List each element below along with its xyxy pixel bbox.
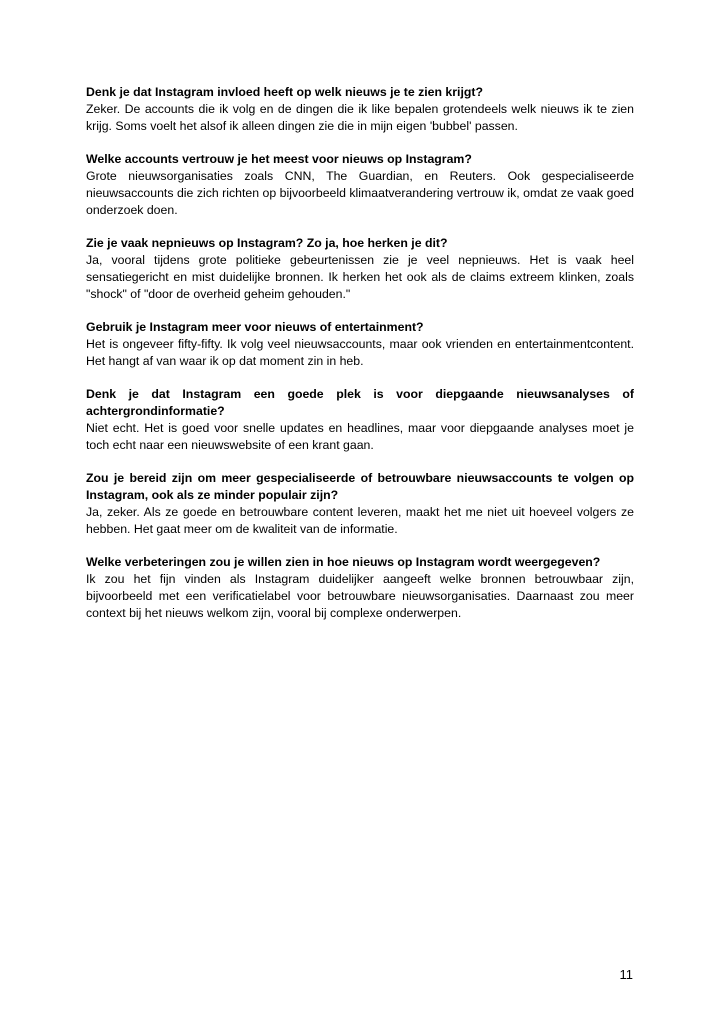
question: Welke accounts vertrouw je het meest voor nieuws op Instagram? bbox=[86, 152, 472, 166]
answer: Ja, vooral tijdens grote politieke gebeurtenissen zie je veel nepnieuws. Het is vaak heel sensatiegericht en mist duidelijke bronnen. Ik herken het ook als de claims extreem klinken, zoals "shock" of "door de overheid geheim gehouden." bbox=[86, 253, 634, 301]
page-number: 11 bbox=[619, 967, 633, 982]
question: Gebruik je Instagram meer voor nieuws of entertainment? bbox=[86, 320, 424, 334]
answer: Ja, zeker. Als ze goede en betrouwbare content leveren, maakt het me niet uit hoeveel volgers ze hebben. Het gaat meer om de kwaliteit van de informatie. bbox=[86, 505, 634, 536]
question: Zie je vaak nepnieuws op Instagram? Zo ja, hoe herken je dit? bbox=[86, 236, 448, 250]
answer: Zeker. De accounts die ik volg en de dingen die ik like bepalen grotendeels welk nieuws ik te zien krijg. Soms voelt het alsof ik alleen dingen zie die in mijn eigen 'bubbel' passen. bbox=[86, 102, 634, 133]
qa-block bbox=[86, 386, 634, 454]
document-body bbox=[86, 84, 634, 638]
answer: Grote nieuwsorganisaties zoals CNN, The Guardian, en Reuters. Ook gespecialiseerde nieuwsaccounts die zich richten op bijvoorbeeld klimaatverandering vertrouw ik, omdat ze vaak goed onderzoek doen. bbox=[86, 169, 634, 217]
qa-block bbox=[86, 235, 634, 303]
question: Welke verbeteringen zou je willen zien in hoe nieuws op Instagram wordt weergegeven? bbox=[86, 555, 601, 569]
qa-block bbox=[86, 84, 634, 135]
question: Denk je dat Instagram een goede plek is voor diepgaande nieuwsanalyses of achtergrondinformatie? bbox=[86, 387, 634, 418]
qa-block bbox=[86, 554, 634, 622]
qa-block bbox=[86, 470, 634, 538]
answer: Ik zou het fijn vinden als Instagram duidelijker aangeeft welke bronnen betrouwbaar zijn, bijvoorbeeld met een verificatielabel voor betrouwbare nieuwsorganisaties. Daarnaast zou meer context bij het nieuws welkom zijn, vooral bij complexe onderwerpen. bbox=[86, 572, 634, 620]
answer: Niet echt. Het is goed voor snelle updates en headlines, maar voor diepgaande analyses moet je toch echt naar een nieuwswebsite of een krant gaan. bbox=[86, 421, 634, 452]
qa-block bbox=[86, 319, 634, 370]
question: Denk je dat Instagram invloed heeft op welk nieuws je te zien krijgt? bbox=[86, 85, 484, 99]
qa-block bbox=[86, 151, 634, 219]
question: Zou je bereid zijn om meer gespecialiseerde of betrouwbare nieuwsaccounts te volgen op Instagram, ook als ze minder populair zijn? bbox=[86, 471, 634, 502]
answer: Het is ongeveer fifty-fifty. Ik volg veel nieuwsaccounts, maar ook vrienden en entertainmentcontent. Het hangt af van waar ik op dat moment zin in heb. bbox=[86, 337, 634, 368]
